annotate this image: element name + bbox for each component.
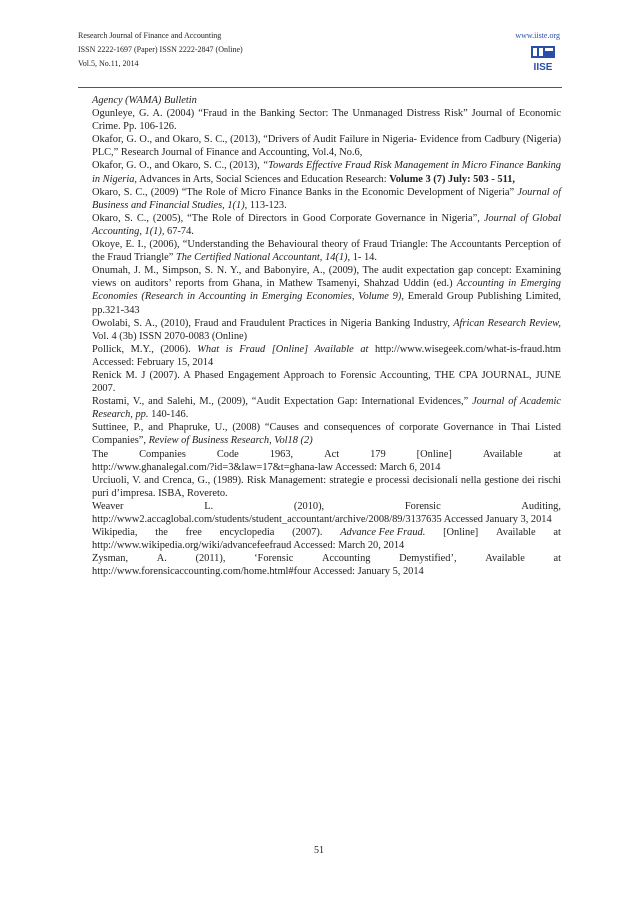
reference-text: , 1- 14. <box>347 252 377 264</box>
reference-text: Owolabi, S. A., (2010), Fraud and Fraudulent Practices in Nigeria Banking Industry, <box>92 317 454 329</box>
logo-text: IISE <box>533 62 553 73</box>
journal-url-link[interactable]: www.iiste.org <box>515 31 560 40</box>
issn-line: ISSN 2222-1697 (Paper) ISSN 2222-2847 (Online) <box>78 45 243 54</box>
reference-word: Companies <box>139 448 186 460</box>
reference-word: 179 <box>370 448 386 460</box>
reference-text: , Journal of Global Accounting, 1(1), <box>92 212 561 237</box>
reference-word: (2011), <box>195 553 226 565</box>
reference-text: Volume 3 (7) July: 503 - 511, <box>389 173 515 185</box>
reference-text: Suttinee, P., and Phapruke, U., (2008) “Causes and consequences of corporate Governance in Thai Listed Companies”, <box>92 422 561 447</box>
reference-text: Journal of Academic Research, pp. <box>92 396 561 421</box>
reference-word: The <box>92 448 109 460</box>
reference-entry <box>92 500 561 526</box>
reference-word: at <box>553 448 561 460</box>
reference-text: Onumah, J. M., Simpson, S. N. Y., and Babonyire, A., (2009), The audit expectation gap concept: Examining views on auditors’ reports from Ghana, in Mathew Tsamenyi, Shahzad Uddin (ed.) <box>92 265 561 290</box>
reference-word: Demystified’, <box>399 553 457 565</box>
reference-entry <box>92 186 561 212</box>
reference-text: Accounting in Emerging Economies (Research in Accounting in Emerging Economies, Volume 9) <box>92 278 561 303</box>
reference-text: Okaro, S. C., (2009) “The Role of Micro Finance Banks in the Economic Development of Nigeria” <box>92 186 518 198</box>
reference-word: Advance Fee Fraud. <box>340 527 426 539</box>
reference-text: Agency (WAMA) Bulletin <box>92 95 197 106</box>
reference-word: L. <box>204 500 214 512</box>
reference-word: (2007). <box>292 527 323 539</box>
reference-entry <box>92 448 561 474</box>
reference-text: Ogunleye, G. A. (2004) “Fraud in the Banking Sector: The Unmanaged Distress Risk” Journal of Economic Crime. Pp. 106-126. <box>92 108 561 133</box>
reference-text: Vol. 4 (3b) ISSN 2070-0083 (Online) <box>92 330 248 342</box>
reference-word: ‘Forensic <box>254 553 294 565</box>
reference-url-text: http://www2.accaglobal.com/students/student_accountant/archive/2008/89/3137635 Accessed January 3, 2014 <box>92 514 552 525</box>
reference-entry <box>92 526 561 552</box>
reference-text: , Emerald Group Publishing Limited, pp.321-343 <box>92 291 561 316</box>
reference-word: Code <box>216 448 239 460</box>
reference-word: the <box>155 527 168 539</box>
reference-entry <box>92 343 561 369</box>
journal-name: Research Journal of Finance and Accounting <box>78 31 222 40</box>
reference-word: Weaver <box>92 500 124 512</box>
reference-entry <box>92 317 561 343</box>
reference-word: at <box>553 553 561 565</box>
page-header <box>78 29 560 84</box>
reference-entry <box>92 238 561 264</box>
reference-text: Pollick, M.Y., (2006). <box>92 343 198 355</box>
reference-word: Available <box>485 553 525 565</box>
reference-text: Review of Business Research, Vol18 (2) <box>148 435 313 447</box>
reference-text: 140-146. <box>148 409 189 421</box>
reference-word: free <box>185 527 202 539</box>
reference-word: Act <box>324 448 340 460</box>
reference-text: Journal of Business and Financial Studies, 1(1) <box>92 186 561 211</box>
reference-entry <box>92 94 561 107</box>
reference-word: Auditing, <box>521 500 561 512</box>
reference-entry <box>92 474 561 500</box>
reference-word: Available <box>496 527 536 539</box>
reference-text: Okafor, G. O., and Okaro, S. C., (2013), “Drivers of Audit Failure in Nigeria- Evidence from Cadbury (Nigeria) PLC,” Research Journal of Finance and Accounting, Vol.4, No.6, <box>92 134 561 159</box>
reference-url-text: http://www.forensicaccounting.com/home.html#four Accessed: January 5, 2014 <box>92 566 424 578</box>
reference-text: Advances in Arts, Social Sciences and Education Research: <box>137 173 390 185</box>
reference-spread-line <box>92 526 561 539</box>
reference-word: encyclopedia <box>219 527 275 539</box>
reference-entry <box>92 133 561 159</box>
reference-entry <box>92 264 561 316</box>
reference-word: Accounting <box>321 553 371 565</box>
volume-line: Vol.5, No.11, 2014 <box>78 59 139 68</box>
reference-word: A. <box>156 553 167 565</box>
reference-text: “Towards Effective Fraud Risk Management in Micro Finance Banking in Nigeria, <box>92 160 561 185</box>
reference-entry <box>92 159 561 185</box>
reference-text: What is Fraud [Online] Available at <box>197 343 369 355</box>
reference-entry <box>92 395 561 421</box>
iiste-logo-icon <box>529 44 557 74</box>
reference-spread-line <box>92 552 561 565</box>
reference-text: , 113-123. <box>244 199 287 211</box>
reference-url-text: http://www.ghanalegal.com/?id=3&law=17&t=ghana-law Accessed: March 6, 2014 <box>92 461 441 473</box>
reference-spread-line <box>92 500 561 513</box>
reference-entry <box>92 212 561 238</box>
reference-word: 1963, <box>269 448 294 460</box>
header-rule <box>78 87 562 88</box>
reference-text: http://www.wisegeek.com/what-is-fraud.htm Accessed: February 15, 2014 <box>92 343 561 368</box>
reference-word: Forensic <box>404 500 441 512</box>
reference-text: Rostami, V., and Salehi, M., (2009), “Audit Expectation Gap: International Evidences,” <box>92 396 473 408</box>
reference-text: 67-74. <box>164 225 194 237</box>
reference-url-text: http://www.wikipedia.org/wiki/advancefeefraud Accessed: March 20, 2014 <box>92 540 405 552</box>
reference-text: Urciuoli, V. and Crenca, G., (1989). Risk Management: strategie e processi decisionali nella gestione dei rischi puri d’impresa. ISBA, Rovereto. <box>92 474 561 499</box>
page-number: 51 <box>314 845 324 856</box>
reference-list <box>92 94 561 578</box>
reference-word: Wikipedia, <box>92 527 138 539</box>
reference-word: [Online] <box>443 527 479 539</box>
reference-text: The Certified National Accountant, 14(1) <box>175 252 348 264</box>
reference-word: (2010), <box>293 500 325 512</box>
reference-word: [Online] <box>416 448 452 460</box>
reference-word: Zysman, <box>92 553 129 565</box>
reference-word: at <box>553 527 561 539</box>
reference-text: Okaro, S. C., (2005), “The Role of Directors in Good Corporate Governance in Nigeria” <box>92 212 478 224</box>
reference-entry <box>92 552 561 578</box>
reference-entry <box>92 369 561 395</box>
reference-text: Renick M. J (2007). A Phased Engagement Approach to Forensic Accounting, THE CPA JOURNAL, JUNE 2007. <box>92 369 561 395</box>
reference-entry <box>92 421 561 447</box>
reference-spread-line <box>92 448 561 461</box>
reference-entry <box>92 107 561 133</box>
reference-word: Available <box>482 448 523 460</box>
reference-text: Okoye, E. I., (2006), “Understanding the Behavioural theory of Fraud Triangle: The Accountants Perception of the Fraud Triangle” <box>92 239 561 264</box>
reference-text: African Research Review, <box>453 317 561 329</box>
reference-text: Okafor, G. O., and Okaro, S. C., (2013), <box>92 160 263 172</box>
